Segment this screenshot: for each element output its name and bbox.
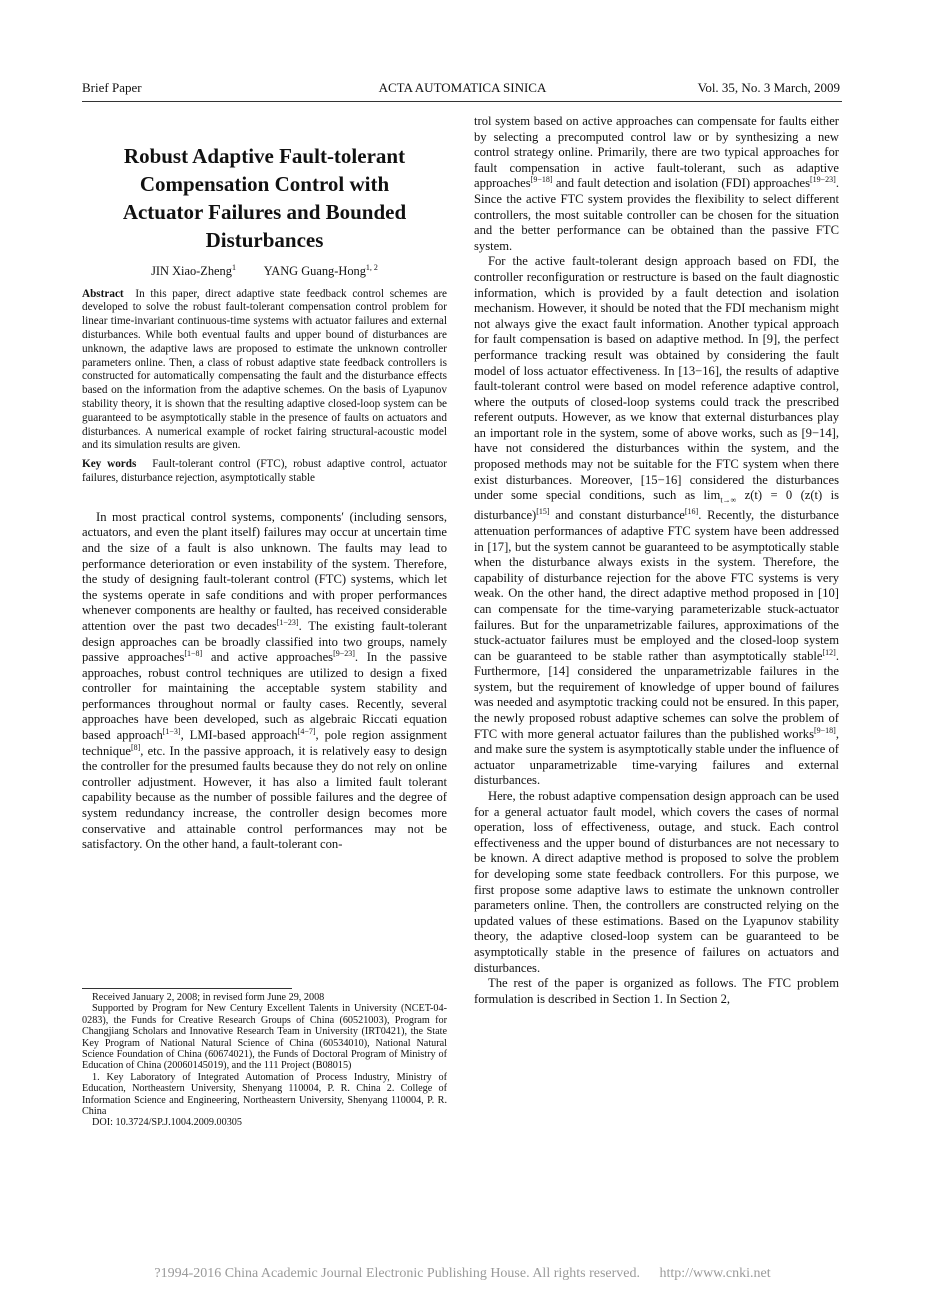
right-column bbox=[474, 114, 839, 1007]
footnotes bbox=[82, 992, 447, 1129]
body-paragraph: trol system based on active approaches can compensate for faults either by selecting a precomputed control law or by synthesizing a new control strategy online. Primarily, there are two typical approaches for fault compensation in active fault-tolerant, such as adaptive approaches[9−18] and fault detection and isolation (FDI) approaches[19−23]. Since the active FTC system provides the flexibility to select different controllers, the most suitable controller can be chosen for the situation and the better performance can be obtained than the passive FTC system. bbox=[474, 114, 839, 253]
author-affiliation-mark: 1, 2 bbox=[365, 262, 378, 272]
footnote-doi: DOI: 10.3724/SP.J.1004.2009.00305 bbox=[92, 1117, 242, 1129]
footnote-affiliations: 1. Key Laboratory of Integrated Automation of Process Industry, Ministry of Education, Northeastern University, Shenyang 110004, P. R. China 2. College of Information Science and Engineering, Northeastern University, Shenyang 110004, P. R. China bbox=[82, 1071, 447, 1118]
citation: [9−23] bbox=[333, 648, 355, 658]
author-name: YANG Guang-Hong bbox=[263, 264, 366, 278]
citation: [9−18] bbox=[530, 175, 553, 185]
watermark-url: http://www.cnki.net bbox=[659, 1266, 771, 1281]
journal-name: ACTA AUTOMATICA SINICA bbox=[378, 80, 547, 95]
running-header-left: Brief Paper bbox=[82, 80, 142, 95]
paper-title bbox=[82, 142, 447, 254]
header-rule bbox=[82, 101, 842, 102]
citation: [9−18] bbox=[814, 725, 836, 735]
body-paragraph: Here, the robust adaptive compensation design approach can be used for a general actuator fault model, which covers the cases of normal operation, loss of effectiveness, outage, and stuck. Each control effectiveness and the upper bound of disturbances are not necessary to be known. A direct adaptive method is proposed to solve the problem for developing some state feedback controllers. For this purpose, we first propose some adaptive laws to estimate the unknown controller parameters online. Then, the controllers are constructed relying on the updated values of these estimations. Based on the Lyapunov stability theory, the adaptive closed-loop system can be guaranteed to be asymptotically stable in the presence of failures on actuators and disturbances. bbox=[474, 789, 839, 975]
citation: [16] bbox=[684, 507, 699, 517]
citation: [1−23] bbox=[276, 617, 299, 627]
citation: [15] bbox=[536, 507, 550, 517]
title-line: Compensation Control with bbox=[139, 172, 390, 196]
copyright-watermark bbox=[0, 1266, 925, 1282]
introduction bbox=[82, 510, 447, 853]
author-name: JIN Xiao-Zheng bbox=[151, 264, 232, 278]
limit-subscript: t→∞ bbox=[720, 495, 737, 505]
abstract-text: In this paper, direct adaptive state feedback control schemes are developed to solve the robust fault-tolerant compensation control problem for linear time-invariant continuous-time systems with actuator failures and external disturbances. While both eventual faults and upper bound of disturbances are unknown, the adaptive laws are proposed to estimate the unknown controller parameters online. Then, a class of robust adaptive state feedback controllers is constructed for automatically compensating the fault and the disturbance effects based on the information from the adaptive schemes. On the basis of Lyapunov stability theory, it is shown that the resulting adaptive closed-loop system can be guaranteed to be asymptotically stable in the presence of faults on actuators and disturbances. A numerical example of rocket fairing structural-acoustic model and its simulation results are given. bbox=[82, 287, 448, 452]
citation: [1−8] bbox=[184, 648, 203, 658]
body-paragraph: In most practical control systems, components′ (including sensors, actuators, and even the plant itself) failures may occur at uncertain time and the size of a fault is also unknown. The faults may lead to performance deterioration or even instability of the system. Therefore, the study of designing fault-tolerant control (FTC) systems, which let the systems operate in safe conditions and with proper performances whenever components are healthy or faulted, has received considerable attention over the past two decades[1−23]. The existing fault-tolerant design approaches can be broadly classified into two groups, namely passive approaches[1−8] and active approaches[9−23]. In the passive approaches, robust control techniques are utilized to design a fixed controller for maintaining the acceptable system stability and performances throughout normal or faulty cases. Recently, several approaches have been developed, such as algebraic Riccati equation based approach[1−3], LMI-based approach[4−7], pole region assignment technique[8], etc. In the passive approach, it is relatively easy to design the controller for the presumed faults because they do not rely on online controller adjustment. However, it has also a limited fault tolerant capability because as the number of possible failures and the degree of system redundancy increase, the controller design becomes more conservative and attainable control performances may not be satisfactory. On the other hand, a fault-tolerant con- bbox=[82, 509, 447, 852]
volume-issue-date: Vol. 35, No. 3 March, 2009 bbox=[697, 80, 840, 95]
footnote-funding: Supported by Program for New Century Excellent Talents in University (NCET-04-0283), the Funds for Creative Research Groups of China (60521003), Program for Changjiang Scholars and Innovative Research Team in University (IRT0421), the State Key Program of National Natural Science of China (60534010), National Natural Science Foundation of China (60674021), the Funds of Doctoral Program of Ministry of Education of China (20060145019), and the 111 Project (B08015) bbox=[82, 1003, 447, 1072]
title-line: Disturbances bbox=[205, 228, 324, 252]
citation: [4−7] bbox=[297, 726, 316, 736]
keywords-label: Key words bbox=[82, 458, 137, 471]
keywords bbox=[82, 458, 447, 486]
citation: [1−3] bbox=[162, 726, 181, 736]
body-paragraph: For the active fault-tolerant design approach based on FDI, the controller reconfiguration or restructure is based on the fault diagnostic information, which is provided by a fault detection and isolation mechanism. However, it should be noted that the FDI mechanism might not always give the exact fault information. Another typical approach for fault compensation is based on adaptive method. In [9], the perfect performance tracking result was obtained by considering the fault model of loss actuator effectiveness. In [13−16], the results of adaptive fault-tolerant control were based on model reference adaptive control, where the outputs of closed-loop systems could track the prescribed referent outputs. However, as we know that external disturbances play an important role in the system, some of above works, such as [9−14], have not considered the disturbances within the system, and the proposed methods may not be suitable for the FTC system when there exist disturbances. Moreover, [15−16] considered the disturbances under some special conditions, such as $\lim_{t\to\infty} z(t) = 0$ (z(t) is disturbance)[15] and constant disturbance[16]. Recently, the disturbance attenuation performances of adaptive FTC system have been addressed in [17], but the system cannot be guaranteed to be asymptotically stable when the disturbance always exists in the system. Therefore, the capability of disturbance rejection for the above FTC systems is very weak. On the other hand, the direct adaptive method proposed in [10] can compensate for the time-varying parameterizable stuck-actuator failures. But for the unparametrizable failures, approximations of the stuck-actuator failures must be employed and the closed-loop system can be guaranteed to be stable rather than asymptotically stable[12]. Furthermore, [14] considered the unparametrizable failures in the system, but the requirement of knowledge of upper bound of failures was needed and asymptotic tracking could not be ensured. In this paper, the newly proposed robust adaptive schemes can solve the problem of FTC with more general actuator failures than the published works[9−18], and make sure the system is asymptotically stable under the influence of actuator unparametrizable time-varying failures and external disturbances. bbox=[474, 254, 839, 788]
title-line: Robust Adaptive Fault-tolerant bbox=[123, 144, 406, 168]
abstract-label: Abstract bbox=[82, 287, 124, 300]
citation: [8] bbox=[130, 742, 141, 752]
left-column bbox=[82, 114, 447, 853]
abstract bbox=[82, 288, 447, 454]
author-list bbox=[82, 264, 447, 280]
title-line: Actuator Failures and Bounded bbox=[122, 200, 407, 224]
body-paragraph: The rest of the paper is organized as follows. The FTC problem formulation is described in Section 1. In Section 2, bbox=[474, 976, 839, 1006]
watermark-copyright: ?1994-2016 China Academic Journal Electronic Publishing House. All rights reserved. bbox=[154, 1266, 641, 1281]
footnote-received: Received January 2, 2008; in revised form June 29, 2008 bbox=[92, 992, 325, 1003]
author-affiliation-mark: 1 bbox=[231, 262, 236, 272]
citation: [12] bbox=[822, 647, 836, 657]
citation: [19−23] bbox=[810, 175, 836, 185]
keywords-text: Fault-tolerant control (FTC), robust adaptive control, actuator failures, disturbance rejection, asymptotically stable bbox=[82, 458, 447, 484]
footnote-rule bbox=[82, 988, 292, 989]
